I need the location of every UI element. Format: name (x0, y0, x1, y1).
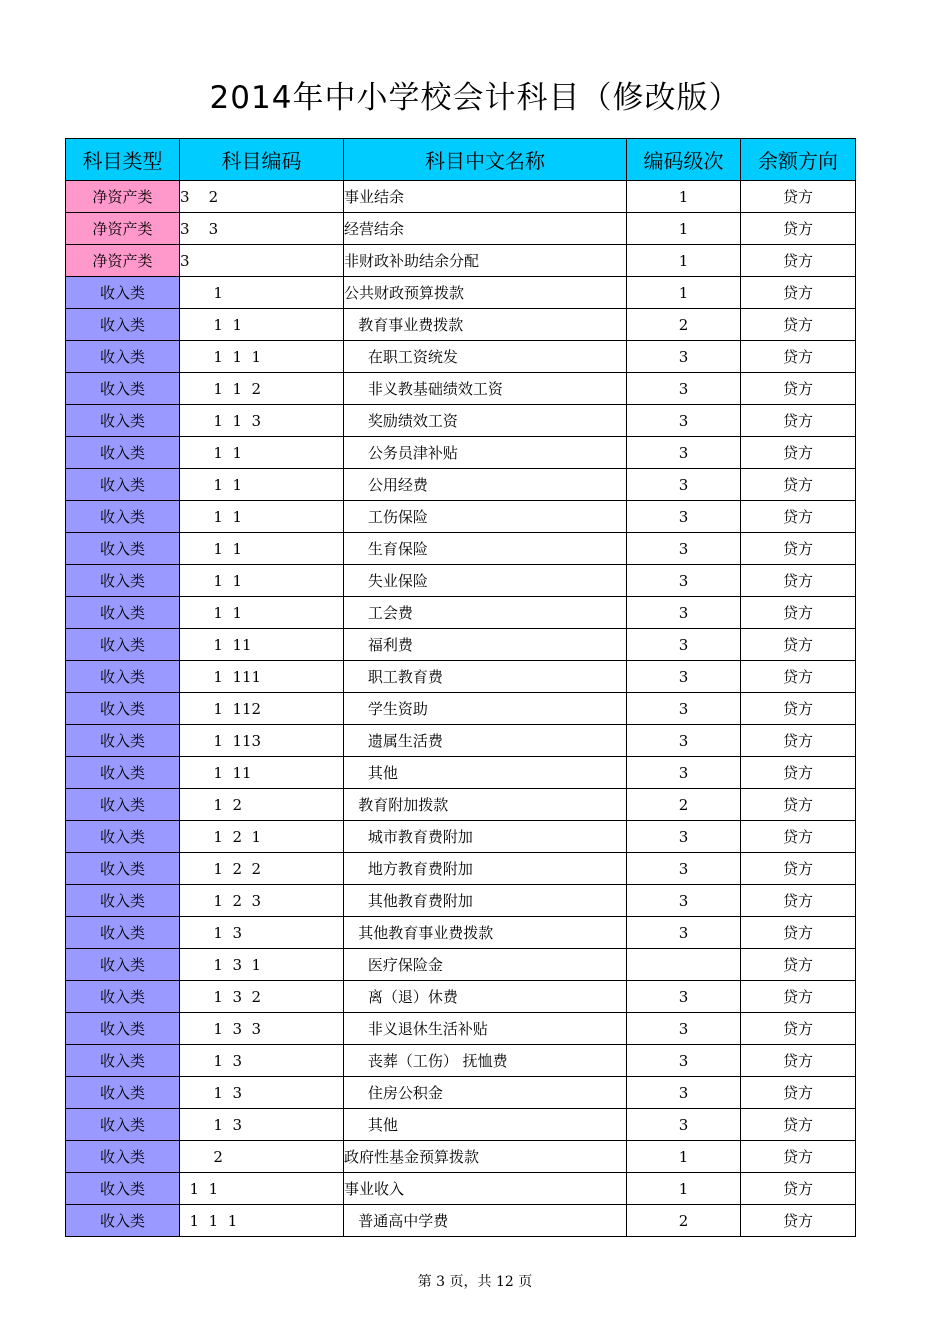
table-row (66, 629, 856, 661)
balance-direction-cell: 贷方 (741, 373, 856, 405)
account-name-cell: 遗属生活费 (344, 725, 627, 757)
account-code-cell: 1 3 3 (180, 1013, 344, 1045)
account-name-cell: 城市教育费附加 (344, 821, 627, 853)
account-code-cell: 1 1 (180, 597, 344, 629)
account-code-cell: 2 (180, 1141, 344, 1173)
balance-direction-cell: 贷方 (741, 181, 856, 213)
account-code-cell: 1 1 (180, 1173, 344, 1205)
balance-direction-cell: 贷方 (741, 1045, 856, 1077)
table-row (66, 693, 856, 725)
code-level-cell: 3 (627, 757, 741, 789)
code-level-cell: 3 (627, 373, 741, 405)
balance-direction-cell: 贷方 (741, 437, 856, 469)
balance-direction-cell: 贷方 (741, 661, 856, 693)
account-name-cell: 失业保险 (344, 565, 627, 597)
table-row (66, 437, 856, 469)
account-type-cell: 收入类 (66, 789, 180, 821)
balance-direction-cell: 贷方 (741, 277, 856, 309)
code-level-cell: 3 (627, 693, 741, 725)
account-type-cell: 收入类 (66, 437, 180, 469)
account-name-cell: 政府性基金预算拨款 (344, 1141, 627, 1173)
account-type-cell: 收入类 (66, 1141, 180, 1173)
account-name-cell: 学生资助 (344, 693, 627, 725)
code-level-cell: 3 (627, 725, 741, 757)
table-row (66, 469, 856, 501)
code-level-cell: 3 (627, 1013, 741, 1045)
balance-direction-cell: 贷方 (741, 309, 856, 341)
account-name-cell: 福利费 (344, 629, 627, 661)
account-name-cell: 教育事业费拨款 (344, 309, 627, 341)
table-row (66, 501, 856, 533)
account-code-cell: 1 2 1 (180, 821, 344, 853)
account-name-cell: 非义退休生活补贴 (344, 1013, 627, 1045)
header-account-type: 科目类型 (66, 139, 180, 181)
account-name-cell: 地方教育费附加 (344, 853, 627, 885)
account-code-cell: 1 3 (180, 1045, 344, 1077)
account-type-cell: 收入类 (66, 341, 180, 373)
balance-direction-cell: 贷方 (741, 757, 856, 789)
code-level-cell: 1 (627, 1173, 741, 1205)
account-code-cell: 1 3 (180, 1077, 344, 1109)
account-code-cell: 1 1 2 (180, 373, 344, 405)
account-code-cell: 3 3 (180, 213, 344, 245)
account-type-cell: 收入类 (66, 565, 180, 597)
table-row (66, 725, 856, 757)
accounts-table (65, 138, 856, 1237)
account-type-cell: 净资产类 (66, 213, 180, 245)
account-type-cell: 收入类 (66, 917, 180, 949)
code-level-cell: 3 (627, 981, 741, 1013)
account-type-cell: 收入类 (66, 469, 180, 501)
code-level-cell: 3 (627, 885, 741, 917)
code-level-cell: 1 (627, 181, 741, 213)
account-code-cell: 1 1 (180, 533, 344, 565)
account-type-cell: 收入类 (66, 597, 180, 629)
account-name-cell: 事业结余 (344, 181, 627, 213)
table-row (66, 341, 856, 373)
account-code-cell: 1 11 (180, 629, 344, 661)
table-row (66, 789, 856, 821)
code-level-cell: 2 (627, 789, 741, 821)
account-name-cell: 住房公积金 (344, 1077, 627, 1109)
page-footer: 第 3 页，共 12 页 (417, 1274, 533, 1290)
table-row (66, 885, 856, 917)
code-level-cell: 3 (627, 853, 741, 885)
account-code-cell: 1 1 (180, 469, 344, 501)
account-code-cell: 3 (180, 245, 344, 277)
account-name-cell: 事业收入 (344, 1173, 627, 1205)
balance-direction-cell: 贷方 (741, 981, 856, 1013)
account-code-cell: 1 111 (180, 661, 344, 693)
account-code-cell: 1 1 (180, 309, 344, 341)
code-level-cell: 2 (627, 309, 741, 341)
balance-direction-cell: 贷方 (741, 245, 856, 277)
code-level-cell: 3 (627, 565, 741, 597)
account-name-cell: 生育保险 (344, 533, 627, 565)
account-code-cell: 1 11 (180, 757, 344, 789)
account-name-cell: 教育附加拨款 (344, 789, 627, 821)
balance-direction-cell: 贷方 (741, 1173, 856, 1205)
account-type-cell: 收入类 (66, 1013, 180, 1045)
account-name-cell: 公共财政预算拨款 (344, 277, 627, 309)
account-code-cell: 1 1 (180, 437, 344, 469)
account-name-cell: 公用经费 (344, 469, 627, 501)
account-type-cell: 收入类 (66, 757, 180, 789)
account-code-cell: 1 3 (180, 917, 344, 949)
account-name-cell: 普通高中学费 (344, 1205, 627, 1237)
account-type-cell: 收入类 (66, 1077, 180, 1109)
balance-direction-cell: 贷方 (741, 789, 856, 821)
account-type-cell: 收入类 (66, 277, 180, 309)
account-type-cell: 收入类 (66, 661, 180, 693)
balance-direction-cell: 贷方 (741, 853, 856, 885)
code-level-cell: 3 (627, 533, 741, 565)
table-row (66, 661, 856, 693)
account-type-cell: 收入类 (66, 725, 180, 757)
account-code-cell: 1 3 2 (180, 981, 344, 1013)
account-name-cell: 离（退）休费 (344, 981, 627, 1013)
balance-direction-cell: 贷方 (741, 501, 856, 533)
account-code-cell: 1 2 (180, 789, 344, 821)
code-level-cell: 3 (627, 917, 741, 949)
code-level-cell: 3 (627, 597, 741, 629)
account-name-cell: 非义教基础绩效工资 (344, 373, 627, 405)
account-code-cell: 1 3 (180, 1109, 344, 1141)
account-code-cell: 1 1 (180, 565, 344, 597)
account-name-cell: 其他 (344, 757, 627, 789)
account-type-cell: 收入类 (66, 981, 180, 1013)
code-level-cell: 3 (627, 1077, 741, 1109)
table-row (66, 405, 856, 437)
table-row (66, 1109, 856, 1141)
table-row (66, 565, 856, 597)
table-row (66, 277, 856, 309)
code-level-cell: 1 (627, 1141, 741, 1173)
header-account-code: 科目编码 (180, 139, 344, 181)
account-type-cell: 收入类 (66, 885, 180, 917)
account-type-cell: 收入类 (66, 693, 180, 725)
code-level-cell: 1 (627, 213, 741, 245)
page-title: 2014年中小学校会计科目（修改版） (209, 80, 741, 116)
table-row (66, 181, 856, 213)
balance-direction-cell: 贷方 (741, 1077, 856, 1109)
balance-direction-cell: 贷方 (741, 597, 856, 629)
account-type-cell: 收入类 (66, 949, 180, 981)
code-level-cell: 3 (627, 437, 741, 469)
account-name-cell: 其他 (344, 1109, 627, 1141)
account-code-cell: 1 1 3 (180, 405, 344, 437)
account-type-cell: 收入类 (66, 405, 180, 437)
account-name-cell: 其他教育费附加 (344, 885, 627, 917)
table-row (66, 821, 856, 853)
code-level-cell: 3 (627, 405, 741, 437)
code-level-cell: 1 (627, 277, 741, 309)
table-row (66, 917, 856, 949)
table-header-row (66, 139, 856, 181)
table-row (66, 245, 856, 277)
account-type-cell: 净资产类 (66, 245, 180, 277)
account-code-cell: 1 (180, 277, 344, 309)
account-name-cell: 经营结余 (344, 213, 627, 245)
balance-direction-cell: 贷方 (741, 533, 856, 565)
balance-direction-cell: 贷方 (741, 949, 856, 981)
table-row (66, 597, 856, 629)
account-code-cell: 1 1 1 (180, 341, 344, 373)
account-code-cell: 1 1 (180, 501, 344, 533)
table-row (66, 757, 856, 789)
balance-direction-cell: 贷方 (741, 1141, 856, 1173)
code-level-cell: 3 (627, 1109, 741, 1141)
account-name-cell: 非财政补助结余分配 (344, 245, 627, 277)
account-name-cell: 工伤保险 (344, 501, 627, 533)
code-level-cell: 3 (627, 501, 741, 533)
account-type-cell: 收入类 (66, 853, 180, 885)
table-row (66, 981, 856, 1013)
balance-direction-cell: 贷方 (741, 693, 856, 725)
table-row (66, 1173, 856, 1205)
table-row (66, 373, 856, 405)
balance-direction-cell: 贷方 (741, 213, 856, 245)
account-type-cell: 收入类 (66, 821, 180, 853)
account-type-cell: 收入类 (66, 501, 180, 533)
account-code-cell: 1 2 2 (180, 853, 344, 885)
balance-direction-cell: 贷方 (741, 821, 856, 853)
account-name-cell: 奖励绩效工资 (344, 405, 627, 437)
code-level-cell: 3 (627, 629, 741, 661)
account-type-cell: 收入类 (66, 309, 180, 341)
account-type-cell: 收入类 (66, 1205, 180, 1237)
table-row (66, 1205, 856, 1237)
balance-direction-cell: 贷方 (741, 1013, 856, 1045)
balance-direction-cell: 贷方 (741, 469, 856, 501)
account-type-cell: 收入类 (66, 533, 180, 565)
account-name-cell: 在职工资统发 (344, 341, 627, 373)
header-balance-direction: 余额方向 (741, 139, 856, 181)
account-code-cell: 1 1 1 (180, 1205, 344, 1237)
account-code-cell: 3 2 (180, 181, 344, 213)
balance-direction-cell: 贷方 (741, 725, 856, 757)
code-level-cell: 3 (627, 341, 741, 373)
account-type-cell: 收入类 (66, 1109, 180, 1141)
balance-direction-cell: 贷方 (741, 917, 856, 949)
account-type-cell: 收入类 (66, 1045, 180, 1077)
code-level-cell: 3 (627, 1045, 741, 1077)
balance-direction-cell: 贷方 (741, 565, 856, 597)
account-name-cell: 其他教育事业费拨款 (344, 917, 627, 949)
account-name-cell: 医疗保险金 (344, 949, 627, 981)
balance-direction-cell: 贷方 (741, 629, 856, 661)
code-level-cell (627, 949, 741, 981)
table-row (66, 1045, 856, 1077)
account-name-cell: 职工教育费 (344, 661, 627, 693)
code-level-cell: 3 (627, 821, 741, 853)
account-type-cell: 收入类 (66, 629, 180, 661)
balance-direction-cell: 贷方 (741, 885, 856, 917)
table-body (66, 181, 856, 1237)
balance-direction-cell: 贷方 (741, 341, 856, 373)
account-code-cell: 1 3 1 (180, 949, 344, 981)
header-code-level: 编码级次 (627, 139, 741, 181)
account-type-cell: 净资产类 (66, 181, 180, 213)
code-level-cell: 1 (627, 245, 741, 277)
table-row (66, 213, 856, 245)
code-level-cell: 3 (627, 469, 741, 501)
account-code-cell: 1 2 3 (180, 885, 344, 917)
account-name-cell: 公务员津补贴 (344, 437, 627, 469)
account-type-cell: 收入类 (66, 1173, 180, 1205)
table-row (66, 853, 856, 885)
table-row (66, 1141, 856, 1173)
code-level-cell: 3 (627, 661, 741, 693)
table-row (66, 309, 856, 341)
header-account-name: 科目中文名称 (344, 139, 627, 181)
account-name-cell: 丧葬（工伤） 抚恤费 (344, 1045, 627, 1077)
account-code-cell: 1 112 (180, 693, 344, 725)
table-row (66, 949, 856, 981)
account-type-cell: 收入类 (66, 373, 180, 405)
balance-direction-cell: 贷方 (741, 405, 856, 437)
table-row (66, 533, 856, 565)
table-row (66, 1013, 856, 1045)
table-row (66, 1077, 856, 1109)
account-code-cell: 1 113 (180, 725, 344, 757)
balance-direction-cell: 贷方 (741, 1205, 856, 1237)
account-name-cell: 工会费 (344, 597, 627, 629)
balance-direction-cell: 贷方 (741, 1109, 856, 1141)
code-level-cell: 2 (627, 1205, 741, 1237)
